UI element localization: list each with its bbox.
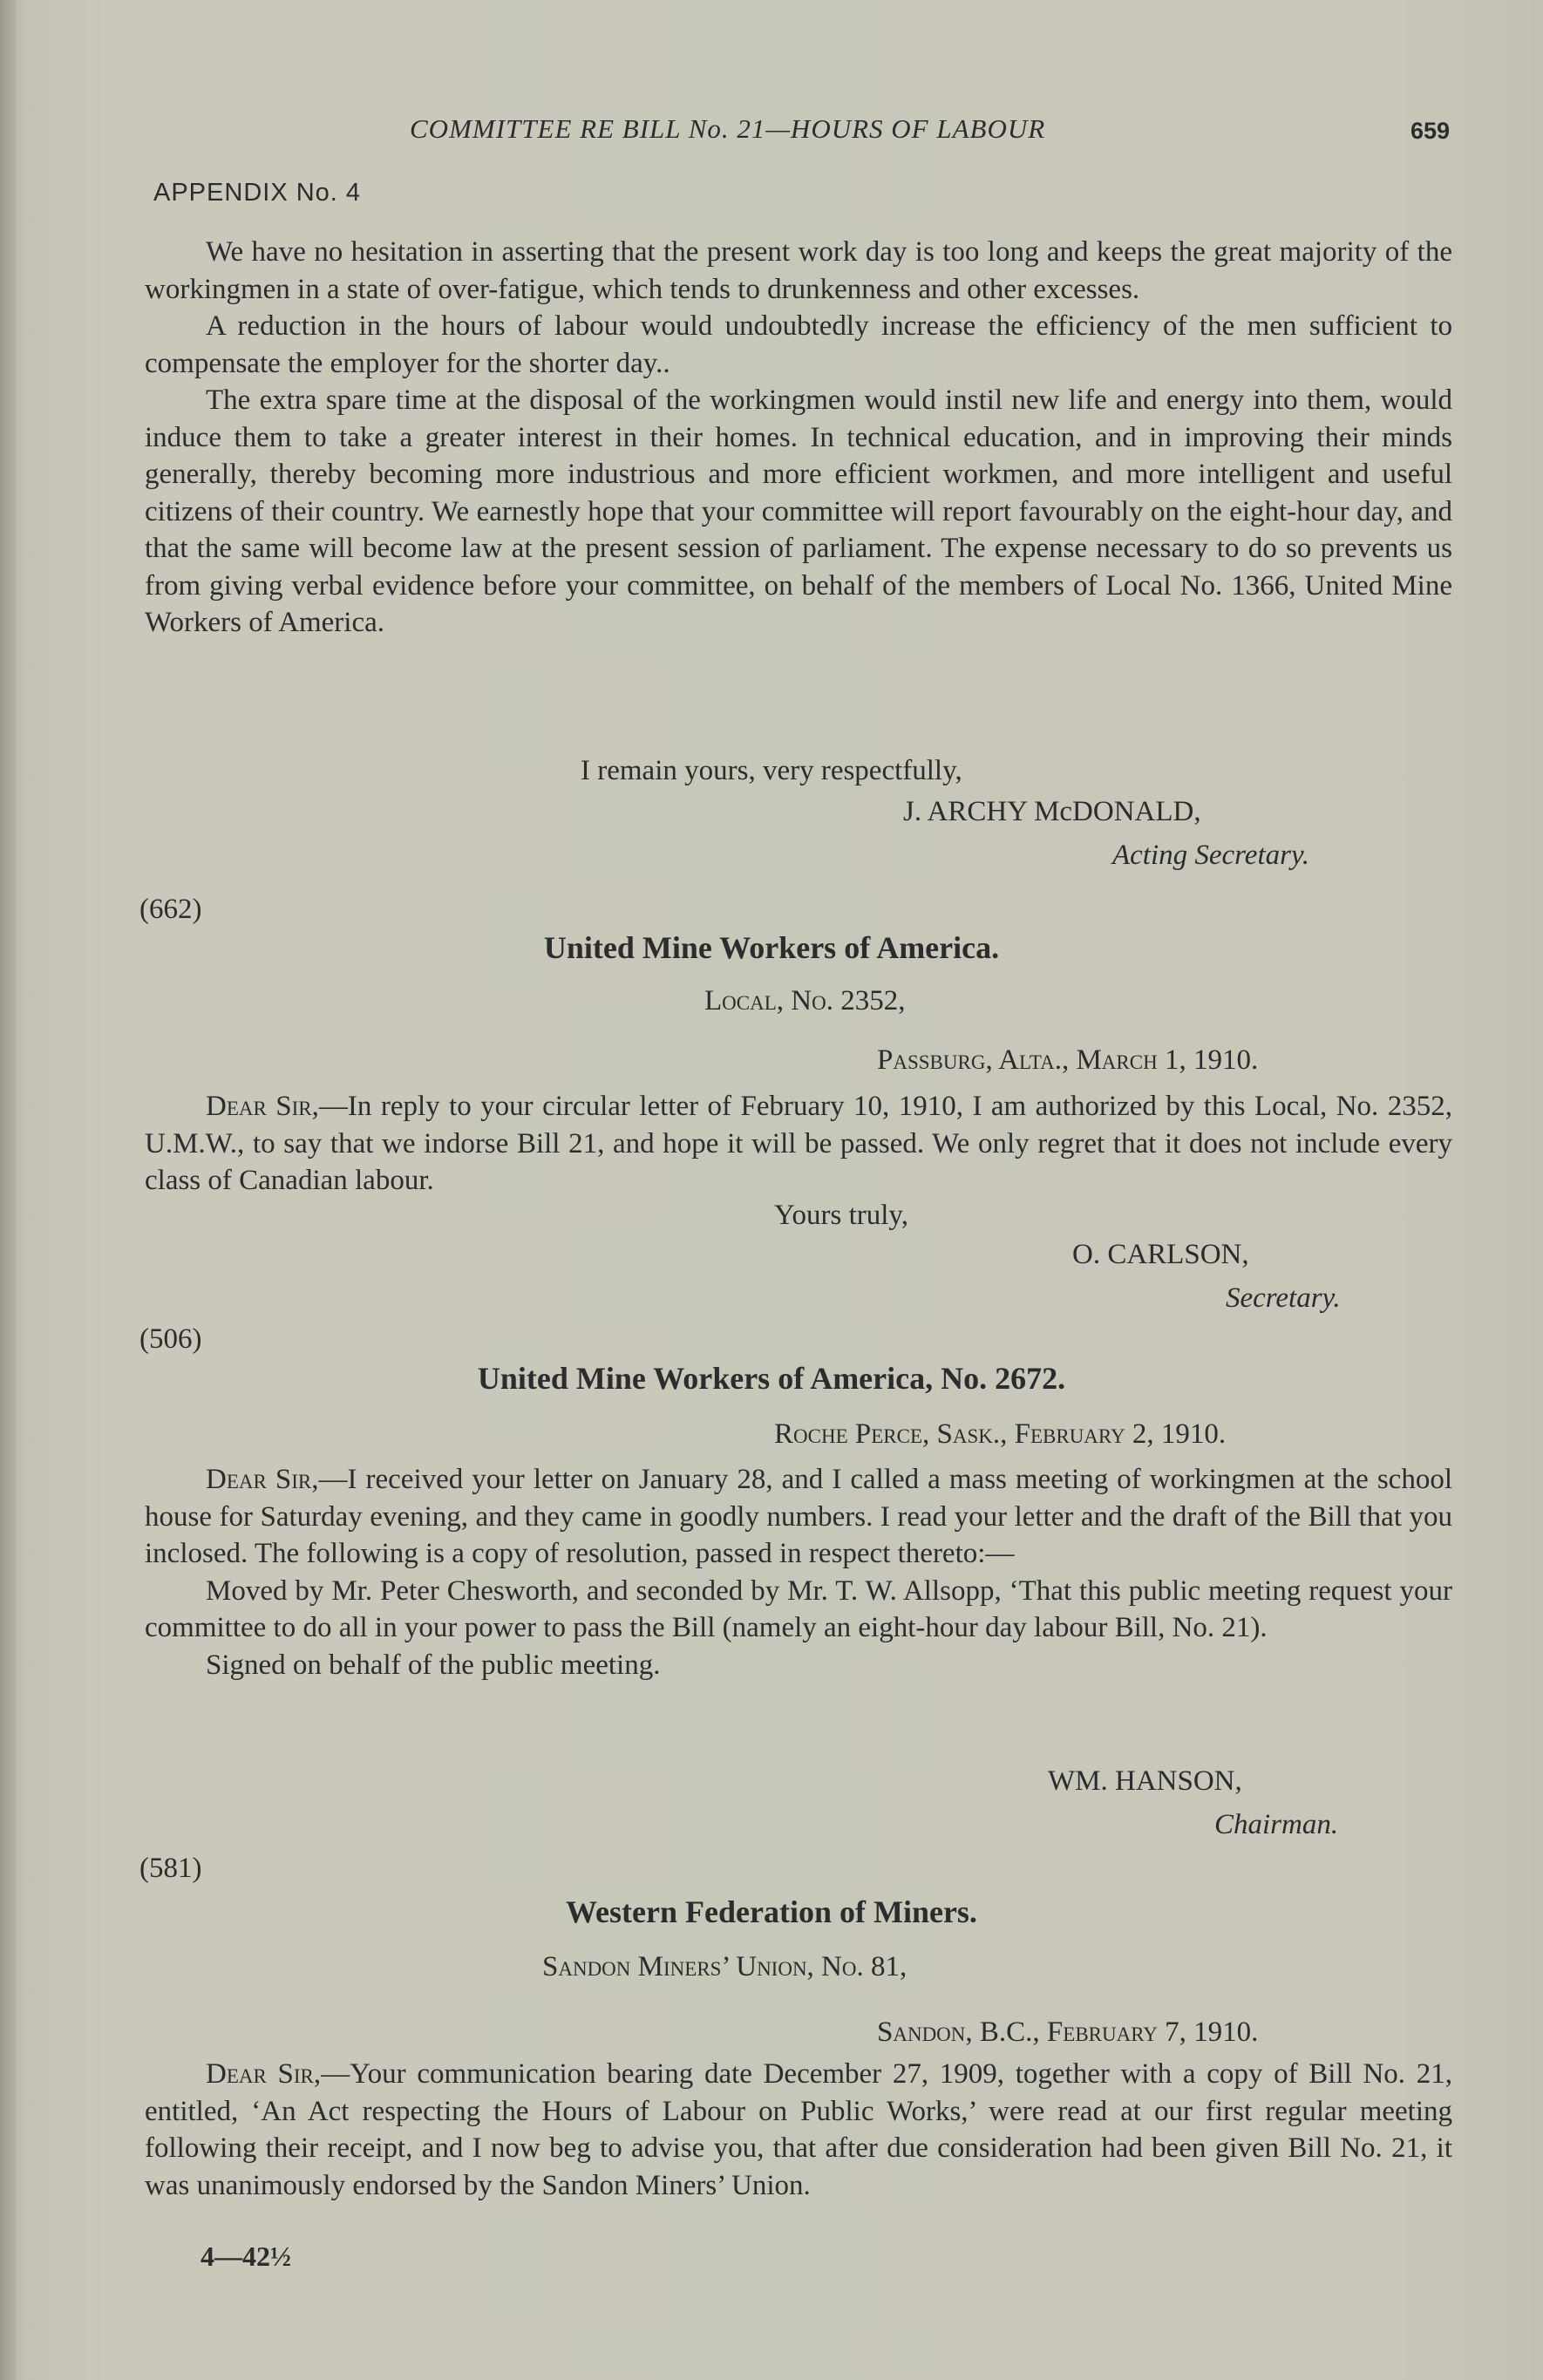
binding-edge xyxy=(0,0,16,2380)
letter2-local: Local, No. 2352, xyxy=(704,985,906,1017)
letter3-signer-title: Chairman. xyxy=(1214,1809,1339,1840)
appendix-label: APPENDIX No. 4 xyxy=(153,179,362,207)
letter3-signer: WM. HANSON, xyxy=(1048,1765,1242,1797)
letter2-signer: O. CARLSON, xyxy=(1072,1239,1249,1270)
letter4-union: Sandon Miners’ Union, No. 81, xyxy=(542,1951,907,1982)
letter3-paragraph: Moved by Mr. Peter Chesworth, and seconded by Mr. T. W. Allsopp, ‘That this public meeting request your committee to do all in your power to pass the Bill (namely an eight-hour day labour Bill, No. 21). xyxy=(145,1574,1452,1643)
letter3-place-date: Roche Perce, Sask., February 2, 1910. xyxy=(774,1418,1227,1450)
letter2-salutation: Dear Sir, xyxy=(206,1091,319,1122)
page-number: 659 xyxy=(1410,118,1451,144)
letter2-number: (662) xyxy=(139,894,202,925)
letter3-heading: United Mine Workers of America, No. 2672. xyxy=(477,1361,1066,1396)
letter4-salutation: Dear Sir, xyxy=(206,2058,322,2090)
letter1-body xyxy=(145,234,1452,642)
letter2-place-date: Passburg, Alta., March 1, 1910. xyxy=(877,1044,1259,1076)
running-title: COMMITTEE RE BILL No. 21—HOURS OF LABOUR xyxy=(410,113,1046,144)
letter3-body xyxy=(145,1461,1452,1683)
letter2-text: —In reply to your circular letter of February 10, 1910, I am authorized by this Local, No. 2352, U.M.W., to say that we indorse Bill 21, and hope it will be passed. We only regret that it does not include every class of Canadian labour. xyxy=(145,1091,1452,1196)
letter1-closing: I remain yours, very respectfully, xyxy=(581,755,962,786)
letter3-number: (506) xyxy=(139,1323,202,1355)
letter4-body xyxy=(145,2056,1452,2204)
letter2-heading: United Mine Workers of America. xyxy=(543,930,1000,965)
letter1-paragraph: A reduction in the hours of labour would undoubtedly increase the efficiency of the men sufficient to compensate the employer for the shorter day.. xyxy=(145,310,1452,379)
letter1-paragraph: We have no hesitation in asserting that the present work day is too long and keeps the great majority of the workingmen in a state of over-fatigue, which tends to drunkenness and other excesses. xyxy=(145,236,1452,305)
letter4-heading: Western Federation of Miners. xyxy=(566,1894,977,1929)
letter4-text: —Your communication bearing date December 27, 1909, together with a copy of Bill No. 21, entitled, ‘An Act respecting the Hours of Labour on Public Works,’ were read at our first regular meeting following their receipt, and I now beg to advise you, that after due consideration had been given Bill No. 21, it was unanimously endorsed by the Sandon Miners’ Union. xyxy=(145,2058,1452,2201)
letter3-text: —I received your letter on January 28, and I called a mass meeting of workingmen at the school house for Saturday evening, and they came in goodly numbers. I read your letter and the draft of the Bill that you inclosed. The following is a copy of resolution, passed in respect thereto:— xyxy=(145,1464,1452,1569)
letter3-salutation: Dear Sir, xyxy=(206,1464,319,1495)
letter1-signer: J. ARCHY McDONALD, xyxy=(903,796,1201,827)
letter2-signer-title: Secretary. xyxy=(1226,1282,1341,1314)
letter1-signer-title: Acting Secretary. xyxy=(1112,840,1310,871)
letter1-paragraph: The extra spare time at the disposal of the workingmen would instil new life and energy into them, would induce them to take a greater interest in their homes. In technical education, and in improving their minds generally, thereby becoming more industrious and more efficient workmen, and more intelligent and useful citizens of their country. We earnestly hope that your committee will report favourably on the eight-hour day, and that the same will become law at the present session of parliament. The expense necessary to do so prevents us from giving verbal evidence before your committee, on behalf of the members of Local No. 1366, United Mine Workers of America. xyxy=(145,384,1452,638)
letter4-place-date: Sandon, B.C., February 7, 1910. xyxy=(877,2016,1259,2048)
letter3-paragraph: Signed on behalf of the public meeting. xyxy=(206,1649,661,1681)
letter4-number: (581) xyxy=(139,1853,202,1884)
letter2-closing: Yours truly, xyxy=(774,1200,909,1231)
signature-mark: 4—42½ xyxy=(201,2241,291,2272)
letter2-body xyxy=(145,1088,1452,1200)
